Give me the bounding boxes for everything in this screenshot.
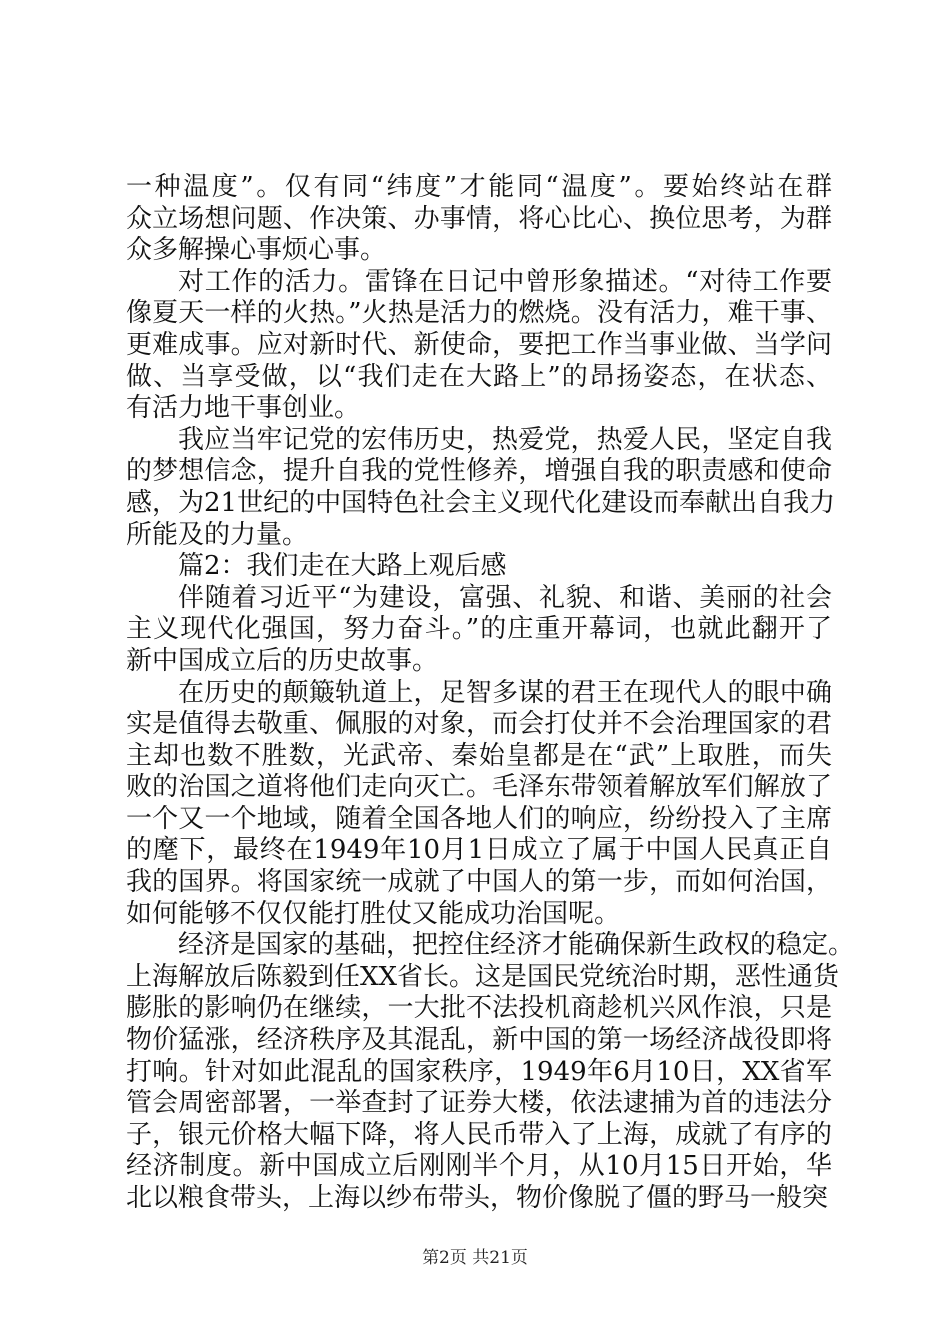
text-line: 我应当牢记党的宏伟历史，热爱党，热爱人民，坚定自我	[178, 424, 832, 455]
text-line: 感，为21世纪的中国特色社会主义现代化建设而奉献出自我力	[126, 487, 836, 518]
text-line: 败的治国之道将他们走向灭亡。毛泽东带领着解放军们解放了	[126, 772, 832, 803]
text-line: 做、当享受做，以“我们走在大路上”的昂扬姿态，在状态、	[126, 361, 832, 392]
text-line: 打响。针对如此混乱的国家秩序，1949年6月10日，XX省军	[126, 1056, 832, 1087]
text-line: 物价猛涨，经济秩序及其混乱，新中国的第一场经济战役即将	[126, 1025, 832, 1056]
text-line: 众立场想问题、作决策、办事情，将心比心、换位思考，为群	[126, 203, 832, 234]
text-line: 主义现代化强国，努力奋斗。”的庄重开幕词，也就此翻开了	[126, 614, 832, 645]
paragraph	[126, 583, 832, 678]
text-line: 的梦想信念，提升自我的党性修养，增强自我的职责感和使命	[126, 456, 832, 487]
paragraph	[126, 424, 836, 551]
text-line: 如何能够不仅仅能打胜仗又能成功治国呢。	[126, 898, 621, 929]
text-line: 众多解操心事烦心事。	[126, 235, 387, 266]
text-line: 伴随着习近平“为建设，富强、礼貌、和谐、美丽的社会	[178, 582, 832, 613]
text-line: 一种温度”。仅有同“纬度”才能同“温度”。要始终站在群	[126, 172, 832, 202]
text-line: 主却也数不胜数，光武帝、秦始皇都是在“武”上取胜，而失	[126, 740, 832, 771]
paragraph	[126, 267, 832, 425]
page-number: 第2页 共21页	[422, 1248, 528, 1268]
text-line: 篇2：我们走在大路上观后感	[178, 551, 507, 582]
text-line: 经济制度。新中国成立后刚刚半个月，从10月15日开始，华	[126, 1151, 832, 1182]
text-line: 我的国界。将国家统一成就了中国人的第一步，而如何治国，	[126, 867, 832, 898]
text-line: 一个又一个地域，随着全国各地人们的响应，纷纷投入了主席	[126, 803, 832, 834]
text-line: 的麾下，最终在1949年10月1日成立了属于中国人民真正自	[126, 835, 832, 866]
paragraph	[126, 172, 832, 267]
text-line: 所能及的力量。	[126, 519, 309, 550]
text-line: 膨胀的影响仍在继续，一大批不法投机商趁机兴风作浪，只是	[126, 993, 832, 1024]
paragraph	[126, 551, 832, 583]
text-line: 像夏天一样的火热。”火热是活力的燃烧。没有活力，难干事、	[126, 298, 832, 329]
text-line: 新中国成立后的历史故事。	[126, 645, 439, 676]
text-line: 实是值得去敬重、佩服的对象，而会打仗并不会治理国家的君	[126, 709, 832, 740]
paragraph	[126, 930, 855, 1214]
text-line: 更难成事。应对新时代、新使命，要把工作当事业做、当学问	[126, 329, 832, 360]
text-line: 经济是国家的基础，把控住经济才能确保新生政权的稳定。	[178, 930, 855, 961]
text-line: 对工作的活力。雷锋在日记中曾形象描述。“对待工作要	[178, 266, 832, 297]
text-line: 上海解放后陈毅到任XX省长。这是国民党统治时期，恶性通货	[126, 961, 840, 992]
text-line: 北以粮食带头，上海以纱布带头，物价像脱了僵的野马一般突	[126, 1183, 829, 1213]
text-line: 有活力地干事创业。	[126, 393, 361, 424]
text-line: 在历史的颠簸轨道上，足智多谋的君王在现代人的眼中确	[178, 677, 832, 708]
document-body	[126, 172, 855, 1215]
paragraph	[126, 678, 832, 931]
text-line: 管会周密部署，一举查封了证券大楼，依法逮捕为首的违法分	[126, 1088, 832, 1119]
text-line: 子，银元价格大幅下降，将人民币带入了上海，成就了有序的	[126, 1119, 832, 1150]
